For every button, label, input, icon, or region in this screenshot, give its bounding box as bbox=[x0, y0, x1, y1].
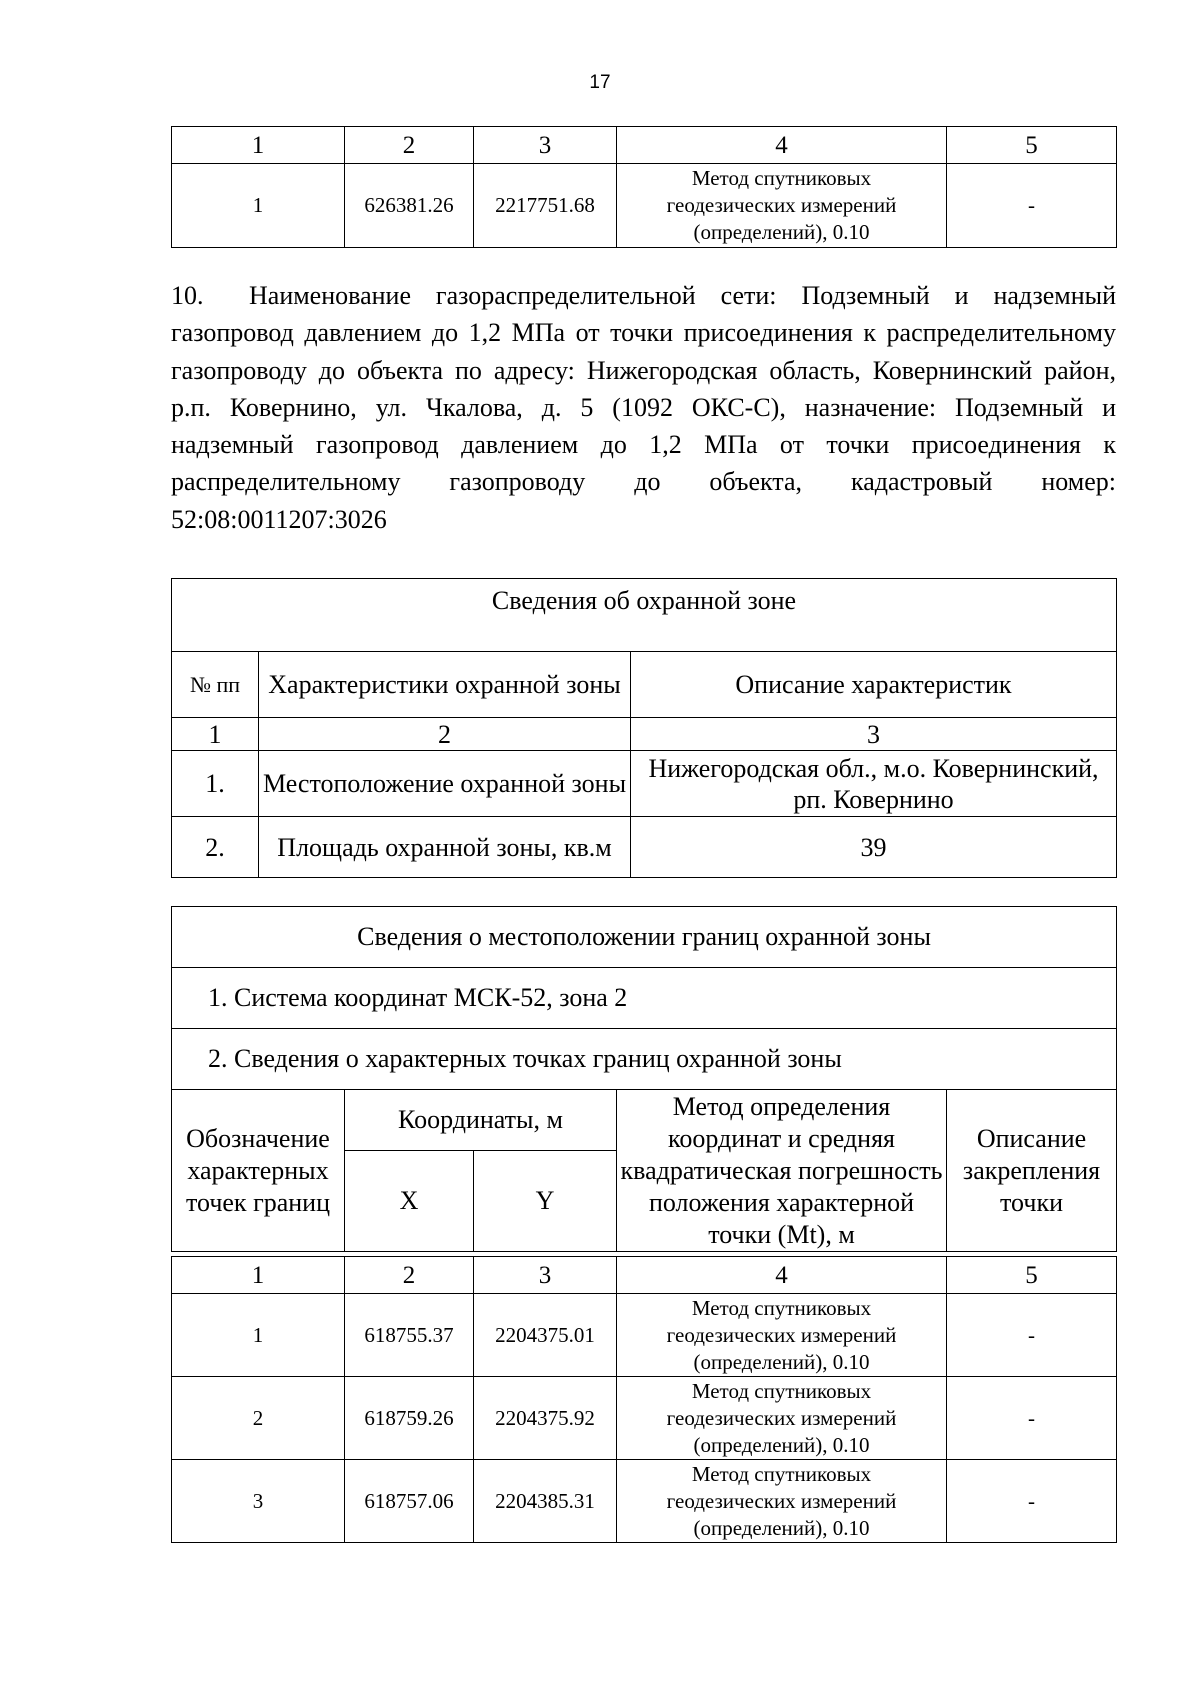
method-line: Метод спутниковых bbox=[691, 1295, 872, 1320]
table-title-row bbox=[172, 579, 1117, 652]
points-title-row bbox=[172, 1029, 1117, 1090]
x-coordinate: 618759.26 bbox=[345, 1377, 474, 1460]
points-table bbox=[171, 1256, 1117, 1543]
method-line: (определений), 0.10 bbox=[693, 1349, 870, 1374]
method-line: Метод спутниковых bbox=[691, 166, 872, 190]
header-cell: 3 bbox=[474, 127, 617, 164]
method-line: геодезических измерений bbox=[666, 1322, 897, 1347]
table-title-row bbox=[172, 907, 1117, 968]
method-line: геодезических измерений bbox=[666, 1488, 897, 1513]
point-id: 1 bbox=[172, 164, 345, 248]
top-coordinates-table bbox=[171, 126, 1117, 248]
table-row bbox=[172, 817, 1117, 878]
header-cell: 4 bbox=[617, 127, 947, 164]
coordinate-system-row bbox=[172, 968, 1117, 1029]
y-coordinate: 2204375.01 bbox=[474, 1294, 617, 1377]
method-line: (определений), 0.10 bbox=[693, 220, 870, 244]
fixation-cell: - bbox=[947, 1377, 1117, 1460]
row-name: Площадь охранной зоны, кв.м bbox=[259, 817, 631, 878]
table-header-row bbox=[172, 1257, 1117, 1294]
method-cell bbox=[617, 1294, 947, 1377]
y-coordinate: 2204375.92 bbox=[474, 1377, 617, 1460]
header-cell: 2 bbox=[259, 718, 631, 751]
zone-table-title: Сведения об охранной зоне bbox=[172, 579, 1117, 652]
section-number: 10. bbox=[171, 281, 204, 310]
boundaries-table bbox=[171, 906, 1117, 1252]
header-cell: 2 bbox=[345, 1257, 474, 1294]
header-fixation: Описание закрепления точки bbox=[947, 1090, 1117, 1252]
point-id: 3 bbox=[172, 1460, 345, 1543]
header-cell: Описание характеристик bbox=[631, 652, 1117, 718]
table-row bbox=[172, 1294, 1117, 1377]
section-paragraph bbox=[171, 277, 1116, 538]
table-row bbox=[172, 164, 1117, 248]
table-row bbox=[172, 1460, 1117, 1543]
header-cell: 3 bbox=[631, 718, 1117, 751]
header-coordinates: Координаты, м bbox=[345, 1090, 617, 1151]
header-cell: 1 bbox=[172, 1257, 345, 1294]
method-cell bbox=[617, 1377, 947, 1460]
page-number: 17 bbox=[589, 72, 611, 93]
fixation-cell: - bbox=[947, 164, 1117, 248]
table-row bbox=[172, 1377, 1117, 1460]
header-method: Метод определения координат и средняя квадратическая погрешность положения характерной точки (Mt), м bbox=[617, 1090, 947, 1252]
method-line: геодезических измерений bbox=[666, 1405, 897, 1430]
x-coordinate: 618757.06 bbox=[345, 1460, 474, 1543]
row-number: 1. bbox=[172, 751, 259, 817]
y-coordinate: 2204385.31 bbox=[474, 1460, 617, 1543]
header-x: X bbox=[345, 1151, 474, 1252]
header-y: Y bbox=[474, 1151, 617, 1252]
row-number: 2. bbox=[172, 817, 259, 878]
method-line: Метод спутниковых bbox=[691, 1461, 872, 1486]
x-coordinate: 618755.37 bbox=[345, 1294, 474, 1377]
protection-zone-table bbox=[171, 578, 1117, 878]
table-row bbox=[172, 751, 1117, 817]
header-cell: 1 bbox=[172, 127, 345, 164]
table-number-row bbox=[172, 718, 1117, 751]
table-header-row bbox=[172, 652, 1117, 718]
fixation-cell: - bbox=[947, 1294, 1117, 1377]
x-coordinate: 626381.26 bbox=[345, 164, 474, 248]
method-line: геодезических измерений bbox=[666, 193, 897, 217]
row-value: Нижегородская обл., м.о. Ковернинский, рп. Ковернино bbox=[631, 751, 1117, 817]
row-name: Местоположение охранной зоны bbox=[259, 751, 631, 817]
section-text: Наименование газораспределительной сети: Подземный и надземный газопровод давлением до 1,2 МПа от точки присоединения к распределительному газопроводу до объекта по адресу: Нижегородская область, Ковернинский район, р.п. Ковернино, ул. Чкалова, д. 5 (1092 ОКС-С), назначение: Подземный и надземный газопровод давлением до 1,2 МПа от точки присоединения к распределительному газопроводу до объекта, кадастровый номер: 52:08:0011207:3026 bbox=[171, 281, 1116, 534]
header-cell: 2 bbox=[345, 127, 474, 164]
method-cell bbox=[617, 1460, 947, 1543]
header-cell: 5 bbox=[947, 1257, 1117, 1294]
method-line: (определений), 0.10 bbox=[693, 1432, 870, 1457]
table-header-row bbox=[172, 127, 1117, 164]
header-cell: 5 bbox=[947, 127, 1117, 164]
point-id: 1 bbox=[172, 1294, 345, 1377]
row-value: 39 bbox=[631, 817, 1117, 878]
boundaries-title: Сведения о местоположении границ охранной зоны bbox=[172, 907, 1117, 968]
method-line: Метод спутниковых bbox=[691, 1378, 872, 1403]
points-title: 2. Сведения о характерных точках границ охранной зоны bbox=[172, 1029, 1117, 1090]
header-point: Обозначение характерных точек границ bbox=[172, 1090, 345, 1252]
method-line: (определений), 0.10 bbox=[693, 1515, 870, 1540]
method-cell bbox=[617, 164, 947, 248]
table-header-row bbox=[172, 1090, 1117, 1151]
header-cell: Характеристики охранной зоны bbox=[259, 652, 631, 718]
header-cell: 4 bbox=[617, 1257, 947, 1294]
header-cell: 1 bbox=[172, 718, 259, 751]
header-cell: № пп bbox=[172, 652, 259, 718]
fixation-cell: - bbox=[947, 1460, 1117, 1543]
y-coordinate: 2217751.68 bbox=[474, 164, 617, 248]
point-id: 2 bbox=[172, 1377, 345, 1460]
coordinate-system: 1. Система координат МСК-52, зона 2 bbox=[172, 968, 1117, 1029]
header-cell: 3 bbox=[474, 1257, 617, 1294]
